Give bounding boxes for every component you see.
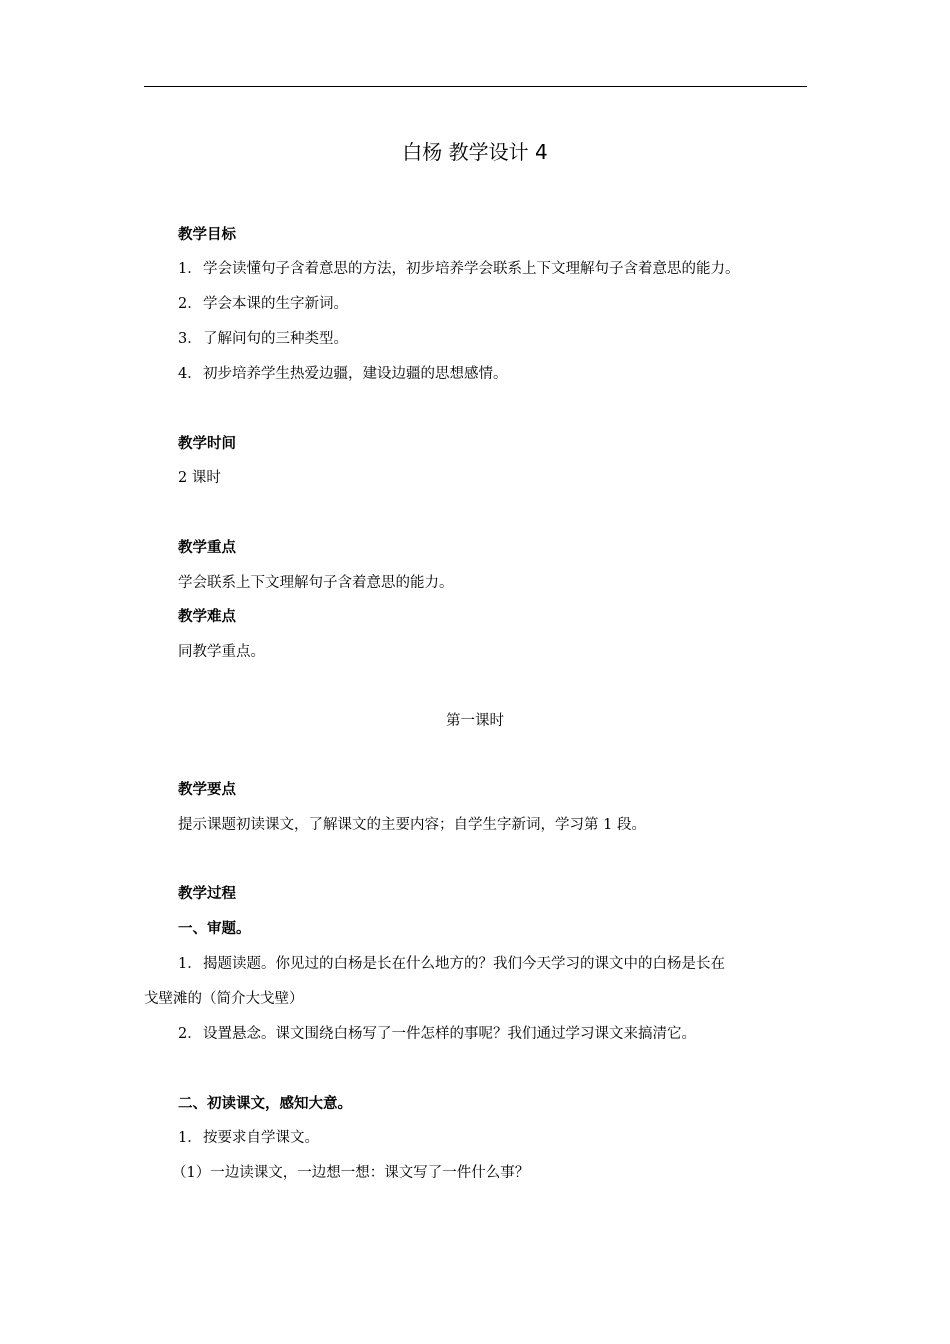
goal-item [178, 363, 508, 385]
difficulty-text: 同教学重点。 [178, 644, 265, 660]
goal-item [178, 293, 348, 315]
section-one-item-1 [178, 953, 725, 975]
section-one-item-2-number: 2． [178, 1026, 202, 1042]
section-one-item-1-number: 1． [178, 956, 202, 972]
goal-item-number: 1． [178, 261, 202, 277]
section-two-item-1 [178, 1127, 319, 1149]
goal-item-number: 4． [178, 366, 202, 382]
section-one-item-1-continuation: 戈壁滩的（简介大戈壁） [144, 991, 304, 1007]
section-two-item-1-number: 1． [178, 1130, 202, 1146]
time-text: 2 课时 [178, 470, 221, 486]
goal-item [178, 258, 740, 280]
document-title: 白杨 教学设计 4 [402, 140, 548, 164]
goal-item-text: 学会读懂句子含着意思的方法，初步培养学会联系上下文理解句子含着意思的能力。 [203, 261, 740, 277]
goals-heading: 教学目标 [178, 226, 236, 243]
section-one-item-2 [178, 1023, 696, 1045]
section-one-item-1-text: 揭题读题。你见过的白杨是长在什么地方的？我们今天学习的课文中的白杨是长在 [203, 956, 725, 972]
time-heading: 教学时间 [178, 435, 236, 452]
section-one-item-2-text: 设置悬念。课文围绕白杨写了一件怎样的事呢？我们通过学习课文来搞清它。 [203, 1026, 696, 1042]
section-one-heading: 一、审题。 [178, 920, 251, 937]
goal-item-text: 了解问句的三种类型。 [203, 331, 348, 347]
section-two-item-1-text: 按要求自学课文。 [203, 1130, 319, 1146]
process-heading: 教学过程 [178, 885, 236, 902]
goal-item-text: 初步培养学生热爱边疆，建设边疆的思想感情。 [203, 366, 508, 382]
focus-text: 学会联系上下文理解句子含着意思的能力。 [178, 575, 454, 591]
focus-heading: 教学重点 [178, 539, 236, 556]
key-points-heading: 教学要点 [178, 781, 236, 798]
goal-item-text: 学会本课的生字新词。 [203, 296, 348, 312]
key-points-text: 提示课题初读课文，了解课文的主要内容；自学生字新词，学习第 1 段。 [178, 817, 646, 833]
section-two-sub-item-1: （1）一边读课文，一边想一想：课文写了一件什么事？ [172, 1165, 530, 1181]
header-rule [144, 86, 807, 87]
section-two-heading: 二、初读课文，感知大意。 [178, 1095, 352, 1112]
goal-item [178, 328, 348, 350]
lesson-one-title: 第一课时 [446, 713, 504, 729]
difficulty-heading: 教学难点 [178, 608, 236, 625]
goal-item-number: 3． [178, 331, 202, 347]
goal-item-number: 2． [178, 296, 202, 312]
